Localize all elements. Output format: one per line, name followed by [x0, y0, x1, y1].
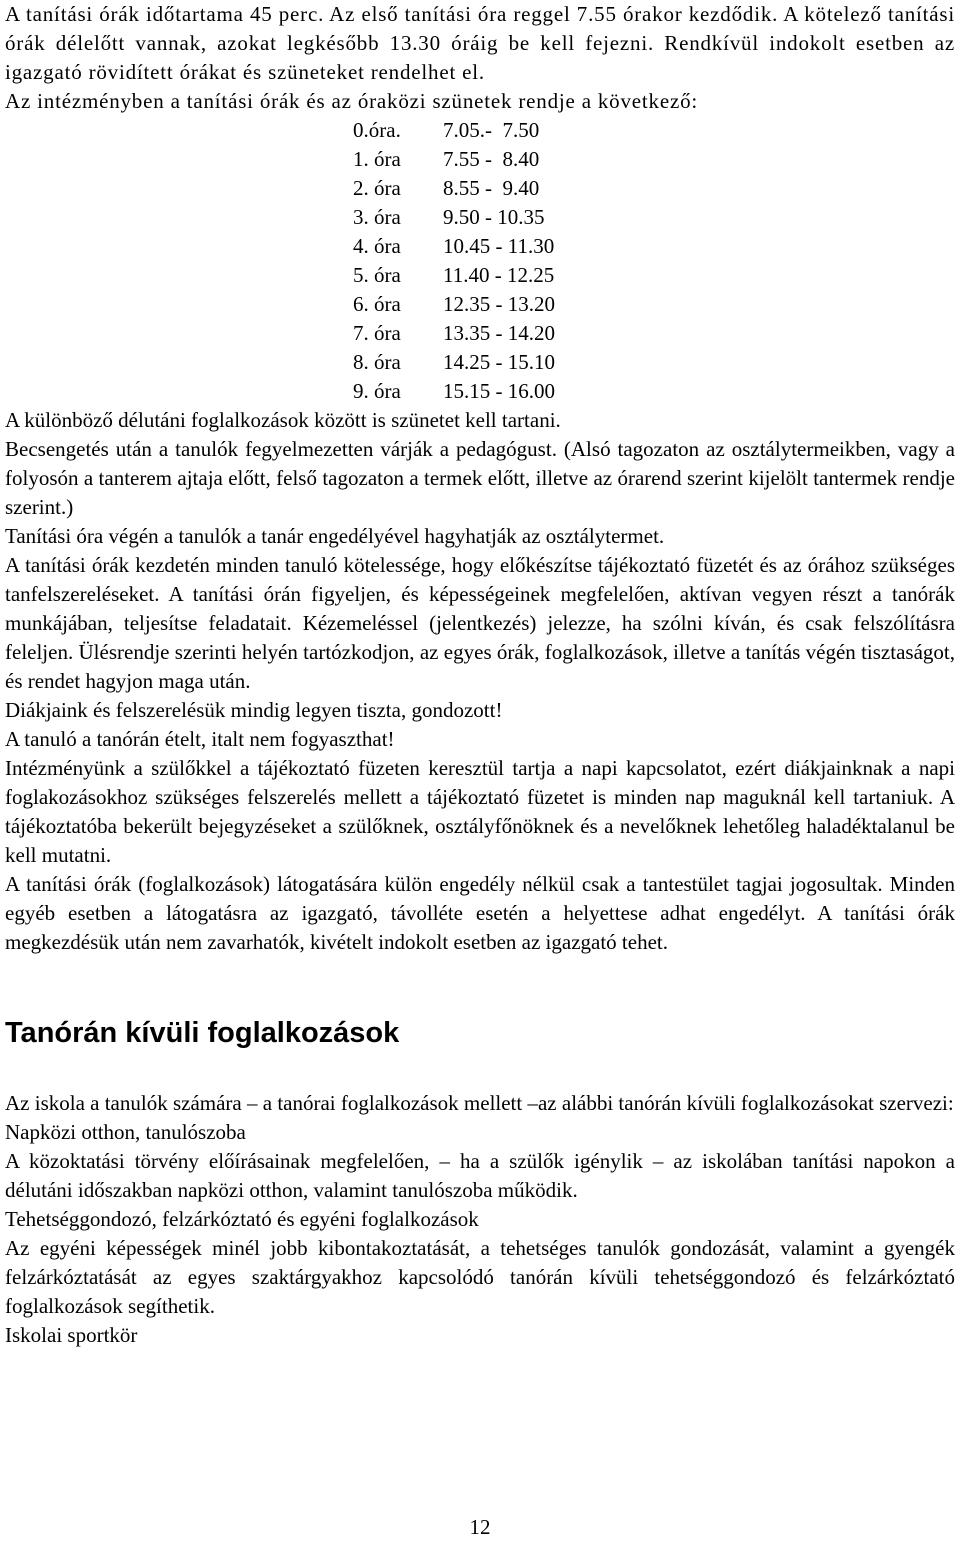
lesson-label: 9. óra [353, 379, 401, 403]
lesson-label: 8. óra [353, 350, 401, 374]
page-number: 12 [469, 1515, 491, 1539]
lesson-label: 4. óra [353, 234, 401, 258]
lesson-time: 9.50 - 10.35 [443, 205, 545, 229]
rule-paragraph: Tanítási óra végén a tanulók a tanár engedélyével hagyhatják az osztálytermet. [5, 524, 665, 548]
lesson-label: 0.óra. [353, 118, 401, 142]
subsection-title: Iskolai sportkör [5, 1323, 138, 1347]
schedule-row [353, 261, 955, 290]
lesson-label: 2. óra [353, 176, 401, 200]
rule-paragraph: Becsengetés után a tanulók fegyelmezetten várják a pedagógust. (Alsó tagozaton az osztálytermeikben, vagy a folyosón a tanterem ajtaja előtt, felső tagozaton a termek előtt, illetve az órarend szerint kijelölt tantermek rendje szerint.) [5, 437, 955, 519]
rule-paragraph: A tanuló a tanórán ételt, italt nem fogyaszthat! [5, 727, 395, 751]
schedule-row [353, 290, 955, 319]
rule-paragraph: A különböző délutáni foglalkozások között is szünetet kell tartani. [5, 408, 561, 432]
section-paragraph: Az egyéni képességek minél jobb kibontakoztatását, a tehetséges tanulók gondozását, valamint a gyengék felzárkóztatását az egyes szaktárgyakhoz kapcsolódó tanórán kívüli tehetséggondozó és felzárkóztató foglalkozások segíthetik. [5, 1236, 955, 1318]
schedule-row [353, 348, 955, 377]
lesson-label: 3. óra [353, 205, 401, 229]
lesson-time: 8.55 - 9.40 [443, 176, 540, 200]
lesson-label: 7. óra [353, 321, 401, 345]
rule-paragraph: Diákjaink és felszerelésük mindig legyen tiszta, gondozott! [5, 698, 503, 722]
lesson-time: 7.05.- 7.50 [443, 118, 540, 142]
schedule-row [353, 145, 955, 174]
heading-spacer [5, 1051, 955, 1089]
lesson-label: 6. óra [353, 292, 401, 316]
schedule-row [353, 319, 955, 348]
schedule-row [353, 232, 955, 261]
intro-paragraph: A tanítási órák időtartama 45 perc. Az első tanítási óra reggel 7.55 órakor kezdődik. A kötelező tanítási órák délelőtt vannak, azokat legkésőbb 13.30 óráig be kell fejezni. Rendkívül indokolt esetben az igazgató rövidített órákat és szüneteket rendelhet el. [5, 2, 955, 84]
section-paragraph: A közoktatási törvény előírásainak megfelelően, – ha a szülők igénylik – az iskolában tanítási napokon a délutáni időszakban napközi otthon, valamint tanulószoba működik. [5, 1149, 955, 1202]
subsection-title: Tehetséggondozó, felzárkóztató és egyéni foglalkozások [5, 1207, 479, 1231]
lesson-label: 5. óra [353, 263, 401, 287]
lesson-time: 11.40 - 12.25 [443, 263, 555, 287]
schedule-row [353, 116, 955, 145]
rule-paragraph: A tanítási órák (foglalkozások) látogatására külön engedély nélkül csak a tantestület tagjai jogosultak. Minden egyéb esetben a látogatásra az igazgató, távolléte esetén a helyettese adhat engedélyt. A tanítási órák megkezdésük után nem zavarhatók, kivételt indokolt esetben az igazgató tehet. [5, 872, 955, 954]
schedule-row [353, 203, 955, 232]
subsection-title: Napközi otthon, tanulószoba [5, 1120, 246, 1144]
section-paragraph: Az iskola a tanulók számára – a tanórai foglalkozások mellett –az alábbi tanórán kívüli foglalkozásokat szervezi: [5, 1091, 954, 1115]
schedule-row [353, 174, 955, 203]
lesson-time: 7.55 - 8.40 [443, 147, 540, 171]
section-spacer [5, 957, 955, 1015]
lesson-label: 1. óra [353, 147, 401, 171]
lesson-time: 14.25 - 15.10 [443, 350, 555, 374]
lesson-time: 12.35 - 13.20 [443, 292, 555, 316]
schedule-row [353, 377, 955, 406]
schedule-intro: Az intézményben a tanítási órák és az óraközi szünetek rendje a következő: [5, 89, 699, 113]
section-heading: Tanórán kívüli foglalkozások [5, 1017, 400, 1049]
rule-paragraph: Intézményünk a szülőkkel a tájékoztató füzeten keresztül tartja a napi kapcsolatot, ezért diákjainknak a napi foglakozásokhoz szükséges felszerelés mellett a tájékoztató füzetet is minden nap maguknál kell tartaniuk. A tájékoztatóba bekerült bejegyzéseket a szülőknek, osztályfőnöknek és a nevelőknek lehetőleg haladéktalanul be kell mutatni. [5, 756, 955, 867]
lesson-time: 10.45 - 11.30 [443, 234, 555, 258]
rule-paragraph: A tanítási órák kezdetén minden tanuló kötelessége, hogy előkészítse tájékoztató füzetét és az órához szükséges tanfelszereléseket. A tanítási órán figyeljen, és képességeinek megfelelően, aktívan vegyen részt a tanórák munkájában, teljesítse feladatait. Kézemeléssel (jelentkezés) jelezze, ha szólni kíván, és csak felszólításra feleljen. Ülésrendje szerinti helyén tartózkodjon, az egyes órák, foglalkozások, illetve a tanítás végén tisztaságot, és rendet hagyjon maga után. [5, 553, 955, 693]
lesson-time: 15.15 - 16.00 [443, 379, 555, 403]
lesson-schedule [353, 116, 955, 406]
document-page [5, 0, 955, 1350]
lesson-time: 13.35 - 14.20 [443, 321, 555, 345]
